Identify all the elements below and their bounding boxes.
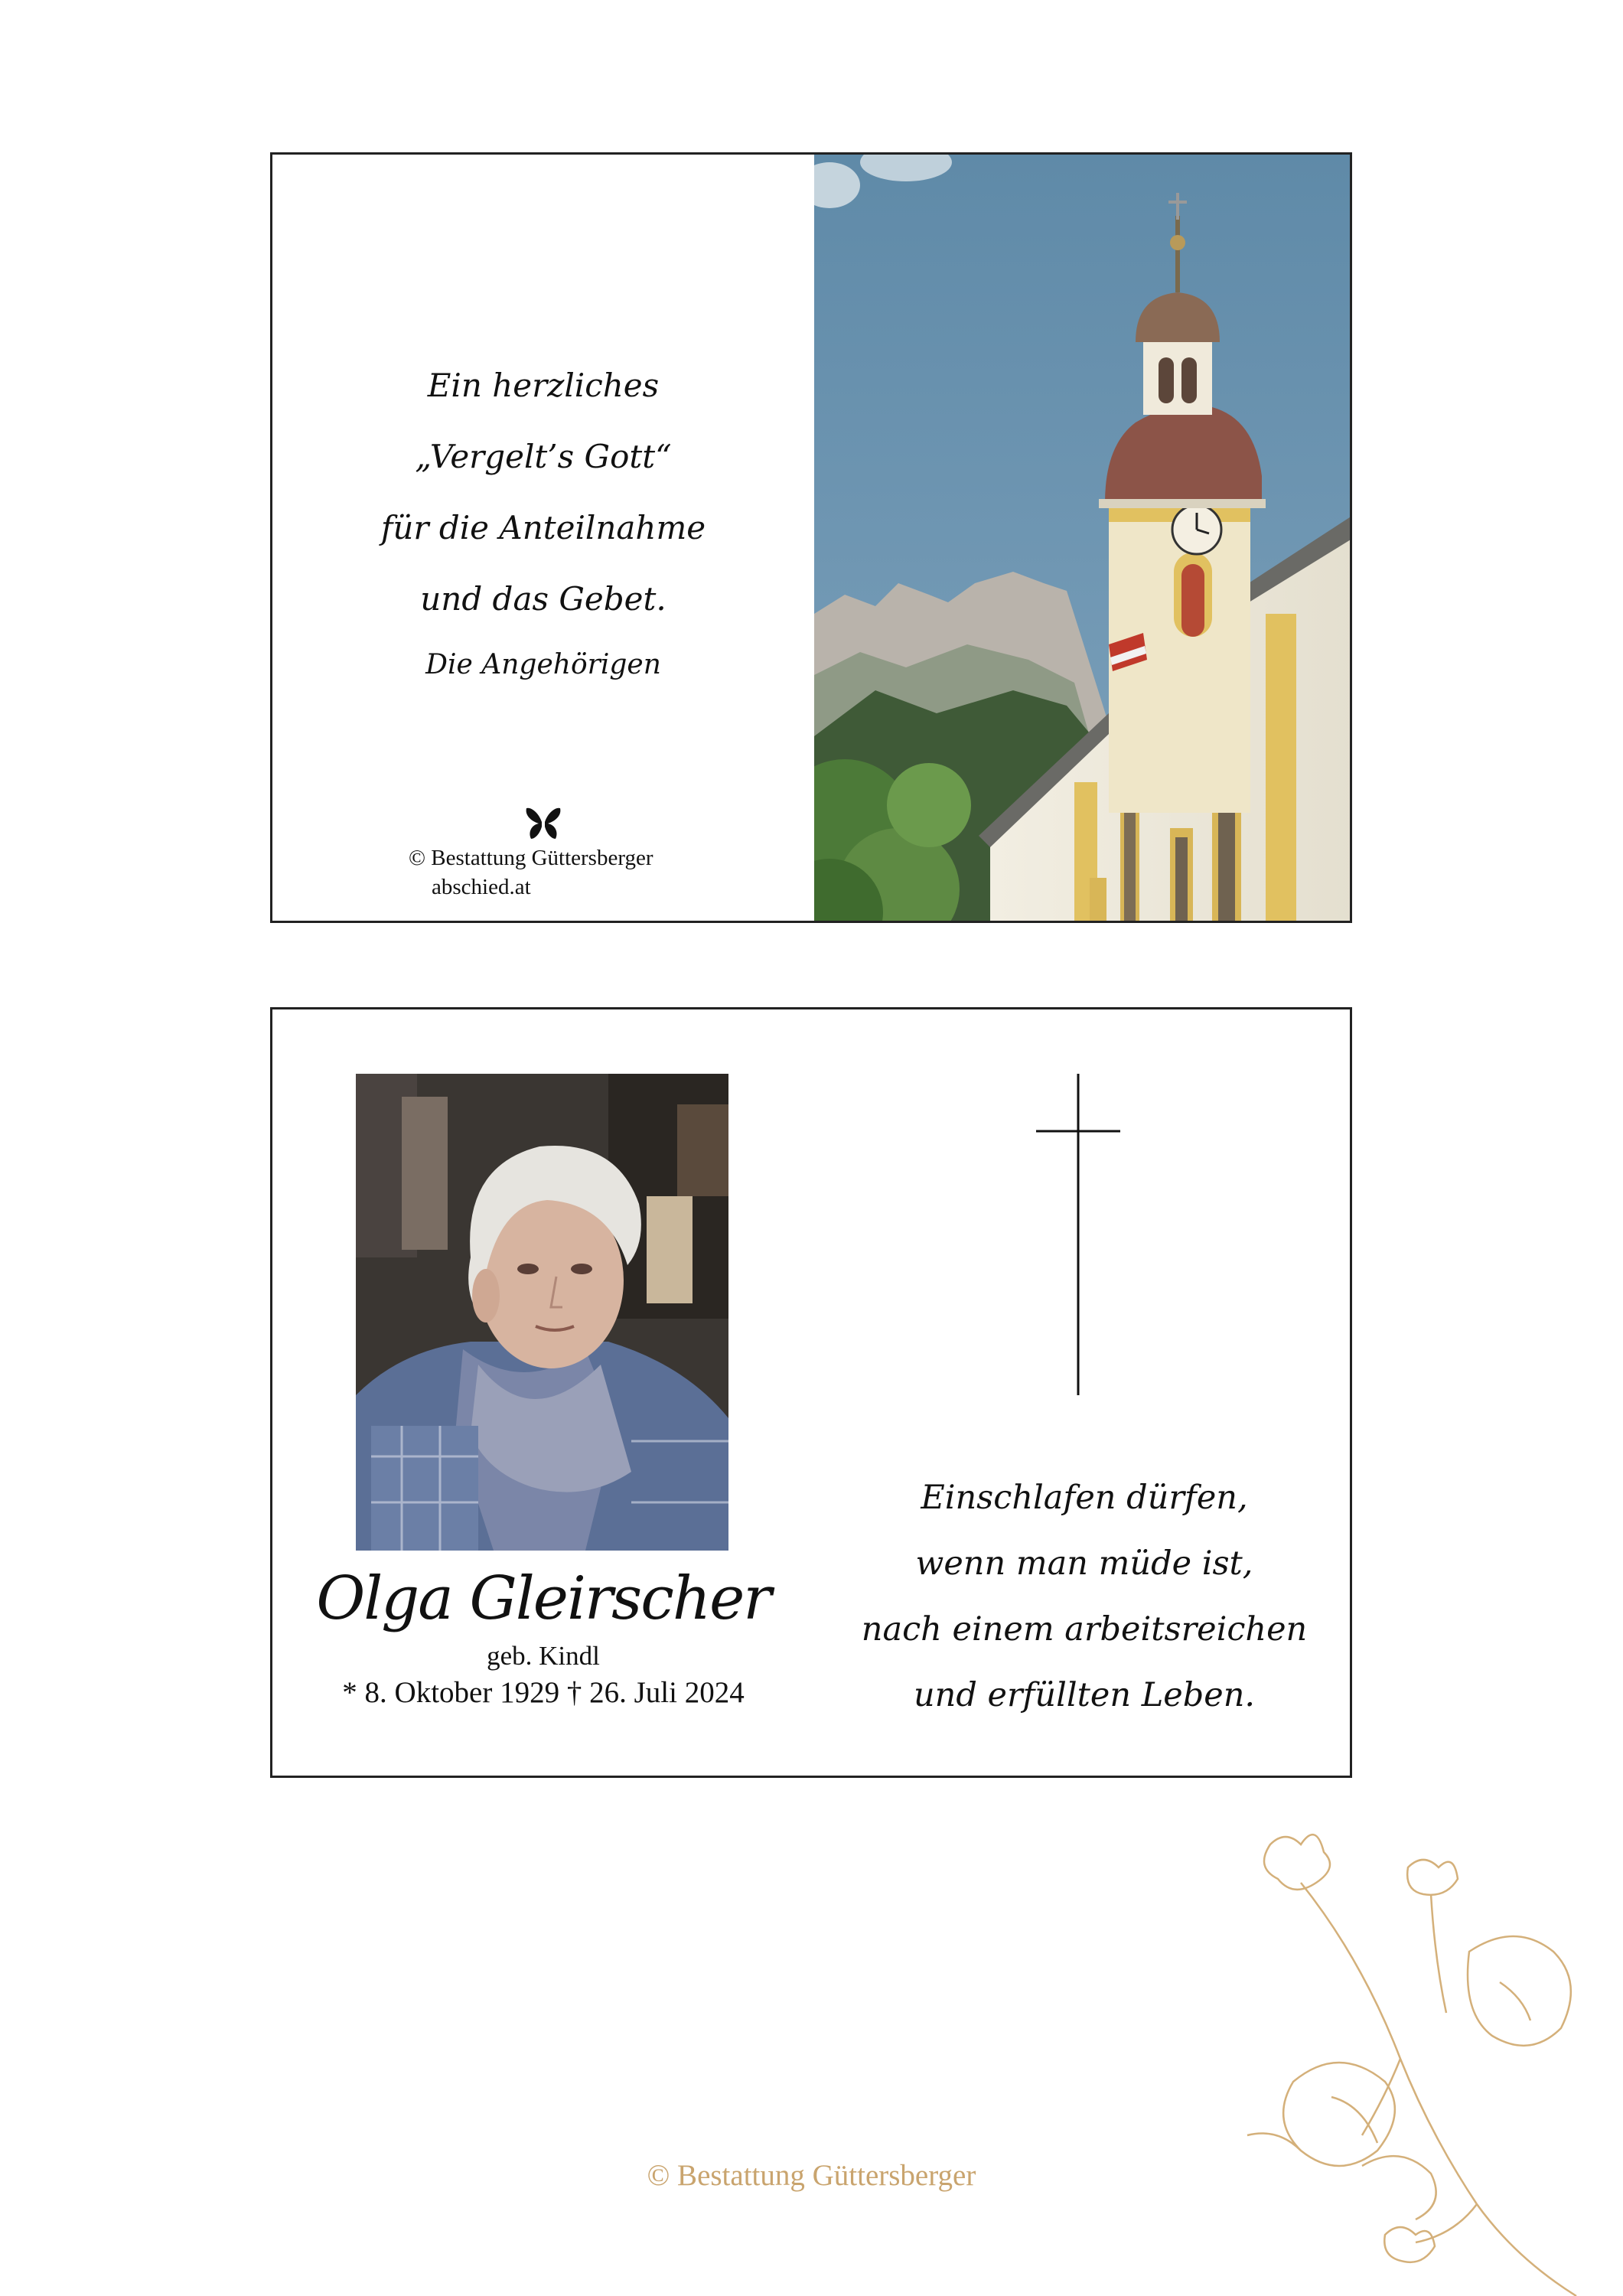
website-link[interactable]: abschied.at bbox=[432, 875, 531, 899]
deceased-name: Olga Gleirscher bbox=[316, 1564, 771, 1633]
funeral-home-credit bbox=[409, 843, 653, 902]
church-photo bbox=[814, 155, 1352, 923]
verse-line-3: nach einem arbeitsreichen bbox=[861, 1610, 1308, 1649]
memorial-verse bbox=[814, 1465, 1352, 1728]
memorial-card bbox=[270, 1007, 1352, 1778]
thanks-line-1: Ein herzliches bbox=[427, 367, 660, 404]
life-dates: * 8. Oktober 1929 † 26. Juli 2024 bbox=[342, 1676, 745, 1709]
portrait-photo bbox=[356, 1074, 728, 1551]
verse-line-4: und erfüllten Leben. bbox=[913, 1676, 1256, 1714]
birth-name: geb. Kindl bbox=[487, 1641, 600, 1671]
footer-credit: © Bestattung Güttersberger bbox=[647, 2159, 976, 2192]
credit-text: © Bestattung Güttersberger bbox=[409, 846, 653, 870]
thanks-card bbox=[270, 152, 1352, 923]
verse-line-1: Einschlafen dürfen, bbox=[921, 1479, 1248, 1517]
thanks-line-3: für die Anteilnahme bbox=[380, 509, 706, 546]
thanks-line-4: und das Gebet. bbox=[420, 580, 666, 618]
flower-decoration bbox=[1224, 1806, 1623, 2296]
cross-icon bbox=[1036, 1074, 1120, 1395]
thanks-line-2: „Vergelt’s Gott“ bbox=[415, 438, 672, 475]
thanks-text bbox=[272, 350, 814, 696]
butterfly-icon bbox=[525, 807, 562, 840]
thanks-signature: Die Angehörigen bbox=[425, 649, 661, 680]
verse-line-2: wenn man müde ist, bbox=[915, 1544, 1253, 1583]
